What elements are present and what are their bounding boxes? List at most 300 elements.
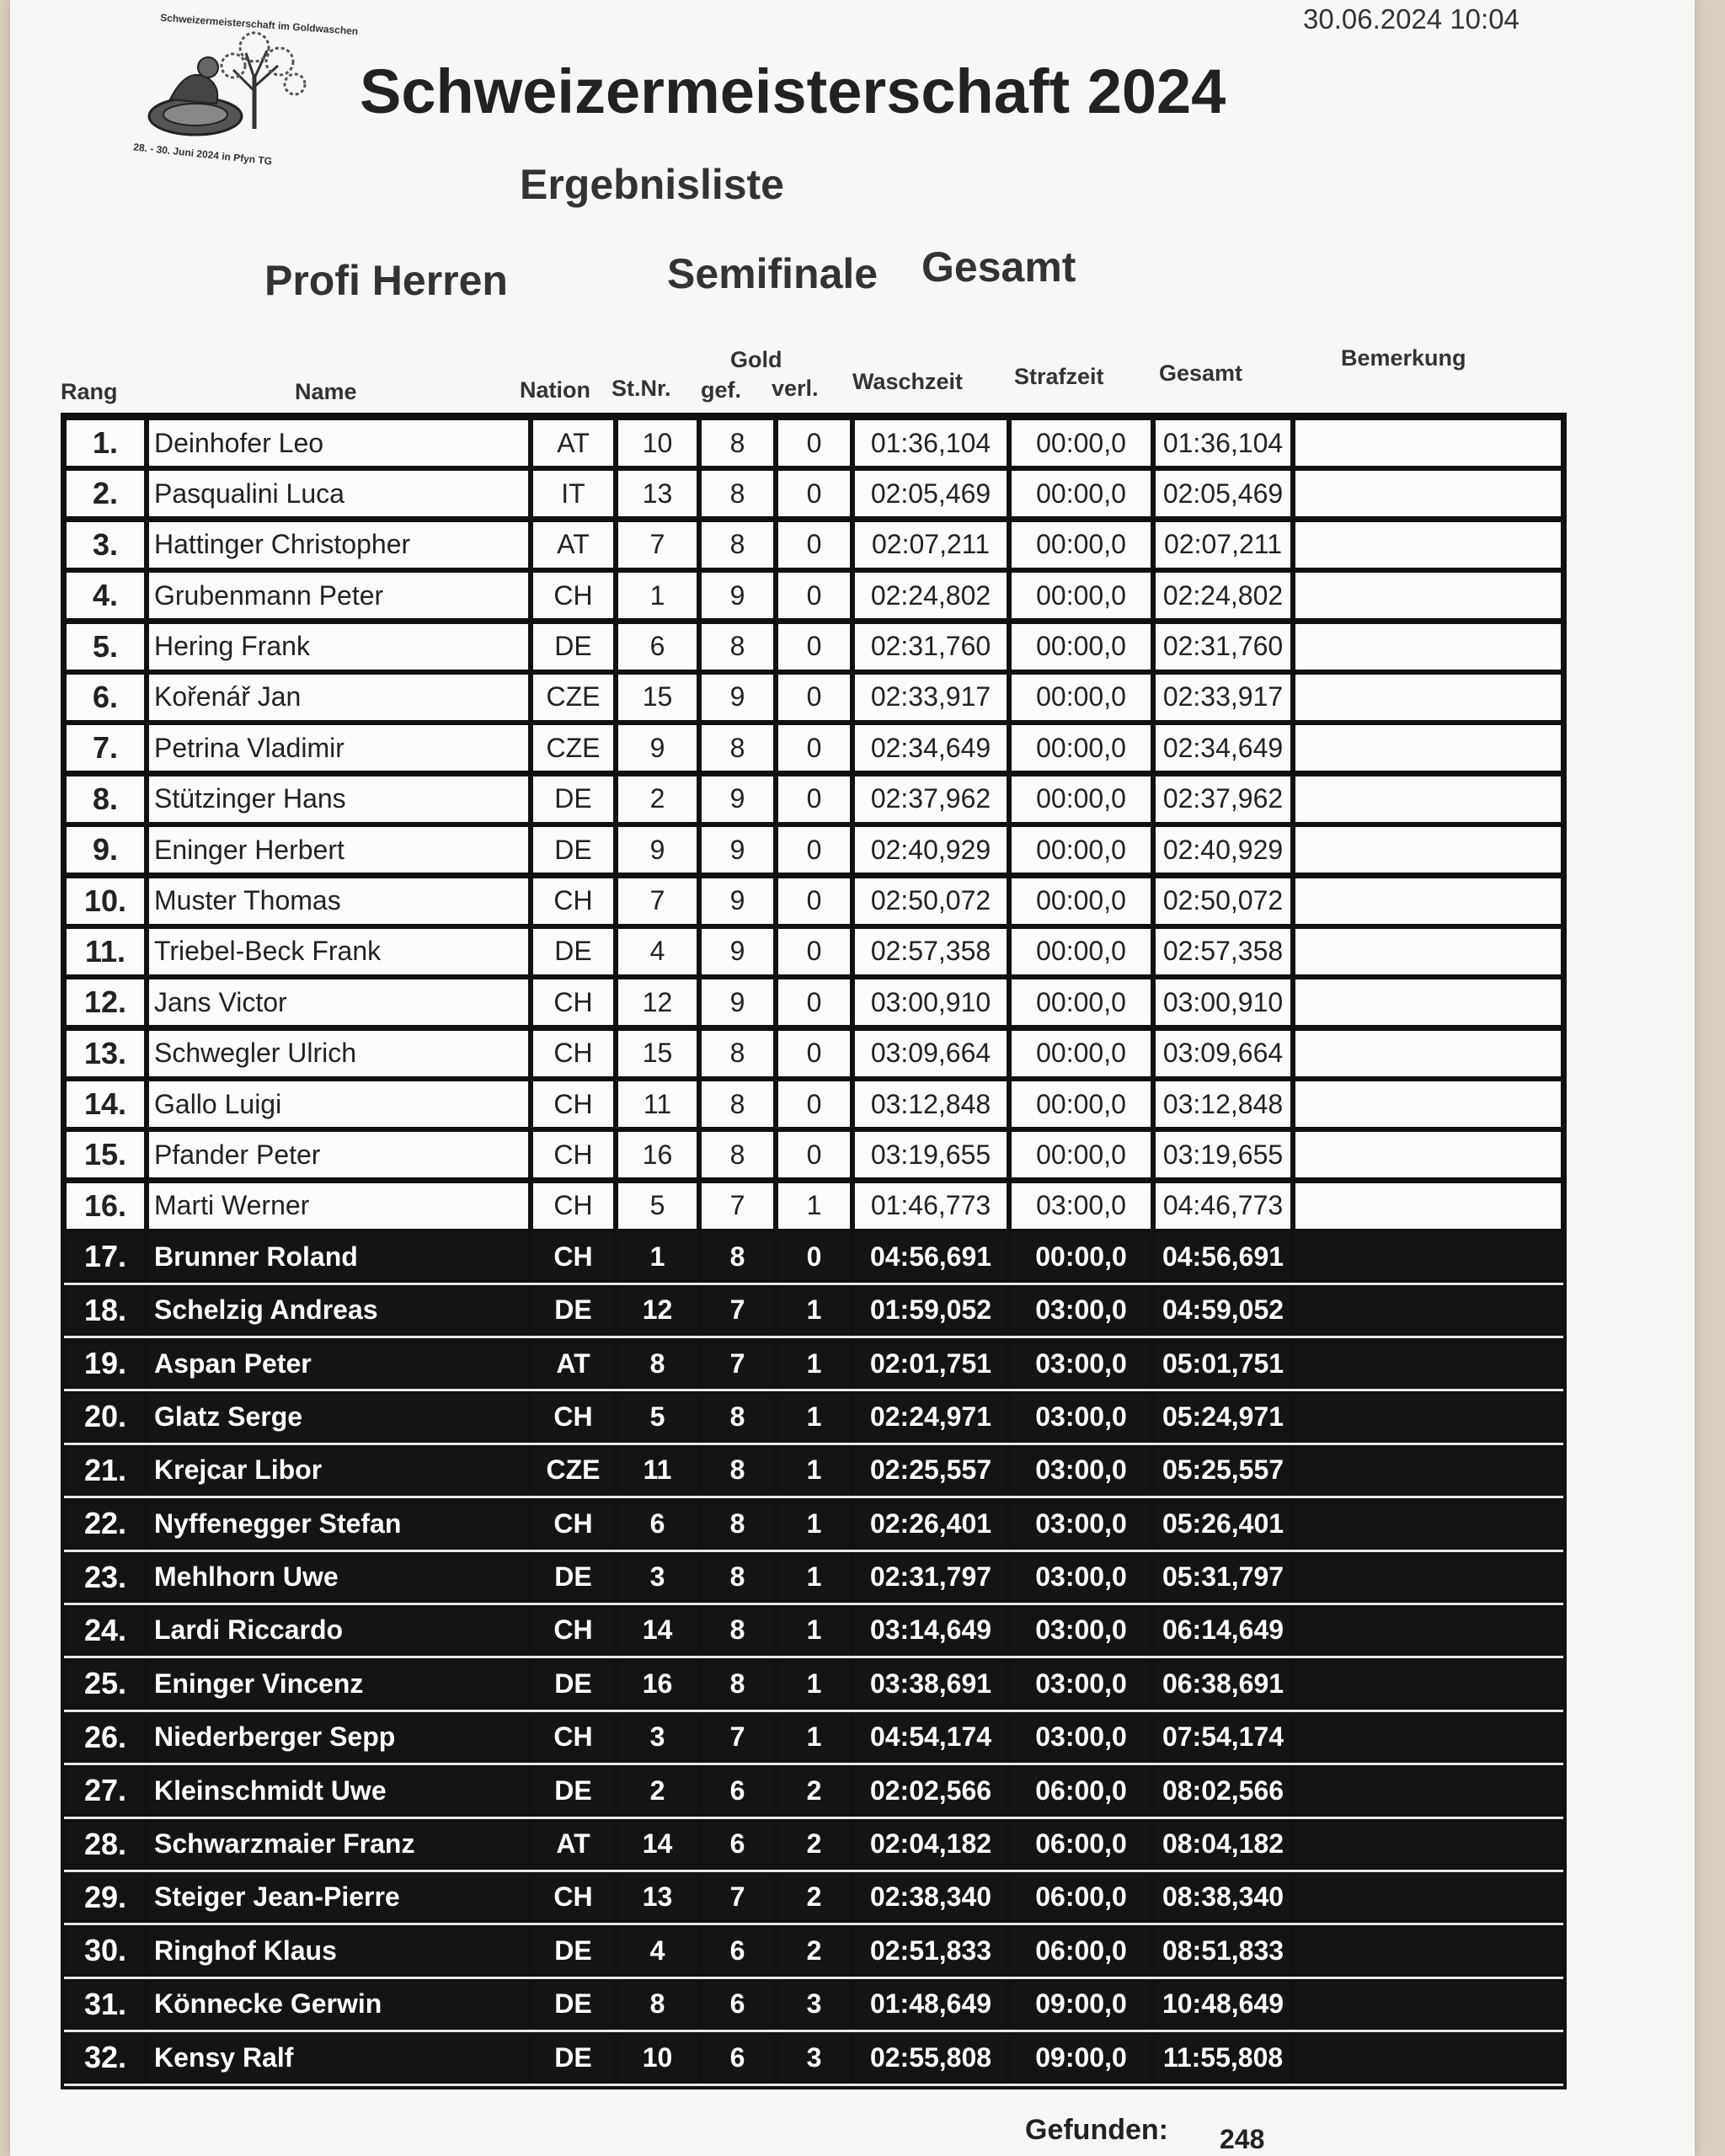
gold-lost-cell: 0	[778, 776, 850, 822]
penalty-time-cell: 03:00,0	[1012, 1183, 1151, 1229]
rank-cell: 20.	[67, 1394, 144, 1439]
washing-time-cell: 04:56,691	[855, 1234, 1007, 1279]
rank-cell: 23.	[67, 1555, 144, 1600]
table-row	[64, 723, 1563, 773]
name-cell: Aspan Peter	[149, 1341, 528, 1386]
gold-found-cell: 8	[702, 1448, 773, 1493]
gold-lost-cell: 0	[778, 725, 850, 771]
name-cell: Krejcar Libor	[149, 1448, 528, 1493]
total-time-cell: 05:24,971	[1156, 1394, 1290, 1439]
gold-lost-cell: 3	[778, 1982, 850, 2027]
remark-cell	[1295, 1768, 1561, 1813]
remark-cell	[1295, 1555, 1561, 1600]
penalty-time-cell: 09:00,0	[1012, 1982, 1151, 2027]
table-row	[64, 1391, 1563, 1444]
remark-cell	[1295, 420, 1561, 466]
header-rang: Rang	[61, 379, 118, 404]
total-time-cell: 02:50,072	[1156, 878, 1290, 924]
table-row	[64, 2032, 1563, 2085]
washing-time-cell: 02:01,751	[855, 1341, 1007, 1386]
nation-cell: CH	[533, 878, 613, 924]
start-number-cell: 4	[618, 929, 697, 974]
nation-cell: CH	[533, 979, 613, 1025]
table-row	[64, 1338, 1563, 1391]
rank-cell: 19.	[67, 1341, 144, 1386]
washing-time-cell: 02:51,833	[855, 1928, 1007, 1973]
name-cell: Gallo Luigi	[149, 1081, 528, 1127]
print-timestamp: 30.06.2024 10:04	[1303, 3, 1519, 35]
start-number-cell: 13	[618, 1875, 697, 1920]
nation-cell: IT	[533, 471, 613, 516]
gold-lost-cell: 0	[778, 878, 850, 924]
gold-found-cell: 8	[702, 471, 773, 516]
table-row	[64, 1285, 1563, 1338]
washing-time-cell: 02:50,072	[855, 878, 1007, 924]
gold-found-cell: 9	[702, 675, 773, 720]
total-time-cell: 04:46,773	[1156, 1183, 1290, 1229]
rank-cell: 3.	[67, 522, 144, 568]
start-number-cell: 5	[618, 1394, 697, 1439]
total-time-cell: 02:40,929	[1156, 827, 1290, 873]
gold-found-cell: 9	[702, 776, 773, 822]
gold-found-cell: 6	[702, 1822, 773, 1867]
washing-time-cell: 02:07,211	[855, 522, 1007, 568]
start-number-cell: 12	[618, 1288, 697, 1333]
start-number-cell: 14	[618, 1608, 697, 1653]
remark-cell	[1295, 1132, 1561, 1177]
nation-cell: DE	[533, 1661, 613, 1706]
start-number-cell: 2	[618, 1768, 697, 1813]
gold-lost-cell: 2	[778, 1822, 850, 1867]
gold-lost-cell: 2	[778, 1875, 850, 1920]
gold-lost-cell: 1	[778, 1555, 850, 1600]
washing-time-cell: 03:00,910	[855, 979, 1007, 1025]
table-row	[64, 825, 1563, 875]
table-row	[64, 926, 1563, 977]
gold-found-cell: 7	[702, 1183, 773, 1229]
washing-time-cell: 04:54,174	[855, 1715, 1007, 1760]
nation-cell: CH	[533, 1715, 613, 1760]
remark-cell	[1295, 2035, 1561, 2080]
name-cell: Hattinger Christopher	[149, 522, 528, 568]
gold-lost-cell: 1	[778, 1288, 850, 1333]
gold-lost-cell: 0	[778, 1081, 850, 1127]
penalty-time-cell: 03:00,0	[1012, 1501, 1151, 1546]
washing-time-cell: 01:48,649	[855, 1982, 1007, 2027]
washing-time-cell: 02:38,340	[855, 1875, 1007, 1920]
washing-time-cell: 03:38,691	[855, 1661, 1007, 1706]
name-cell: Brunner Roland	[149, 1234, 528, 1279]
name-cell: Kořenář Jan	[149, 675, 528, 720]
nation-cell: DE	[533, 1982, 613, 2027]
penalty-time-cell: 03:00,0	[1012, 1394, 1151, 1439]
nation-cell: AT	[533, 1822, 613, 1867]
remark-cell	[1295, 471, 1561, 516]
gold-found-cell: 8	[702, 624, 773, 670]
remark-cell	[1295, 1394, 1561, 1439]
table-row	[64, 468, 1563, 519]
gold-lost-cell: 1	[778, 1341, 850, 1386]
total-time-cell: 04:56,691	[1156, 1234, 1290, 1279]
penalty-time-cell: 06:00,0	[1012, 1822, 1151, 1867]
name-cell: Lardi Riccardo	[149, 1608, 528, 1653]
rank-cell: 30.	[67, 1928, 144, 1973]
washing-time-cell: 02:31,797	[855, 1555, 1007, 1600]
name-cell: Pfander Peter	[149, 1132, 528, 1177]
remark-cell	[1295, 573, 1561, 618]
gold-found-cell: 8	[702, 420, 773, 466]
total-time-cell: 07:54,174	[1156, 1715, 1290, 1760]
gold-found-cell: 9	[702, 979, 773, 1025]
remark-cell	[1295, 1661, 1561, 1706]
nation-cell: DE	[533, 1555, 613, 1600]
header-bemerkung: Bemerkung	[1341, 345, 1466, 371]
gold-found-cell: 7	[702, 1875, 773, 1920]
remark-cell	[1295, 624, 1561, 670]
start-number-cell: 16	[618, 1661, 697, 1706]
header-nation: Nation	[520, 377, 590, 403]
remark-cell	[1295, 1341, 1561, 1386]
total-time-cell: 02:34,649	[1156, 725, 1290, 771]
penalty-time-cell: 06:00,0	[1012, 1768, 1151, 1813]
total-time-cell: 08:04,182	[1156, 1822, 1290, 1867]
gold-lost-cell: 0	[778, 573, 850, 618]
gold-found-cell: 8	[702, 1394, 773, 1439]
remark-cell	[1295, 1031, 1561, 1076]
start-number-cell: 14	[618, 1822, 697, 1867]
header-strafzeit: Strafzeit	[1014, 364, 1104, 389]
name-cell: Petrina Vladimir	[149, 725, 528, 771]
gold-found-cell: 9	[702, 573, 773, 618]
start-number-cell: 8	[618, 1341, 697, 1386]
name-cell: Grubenmann Peter	[149, 573, 528, 618]
gold-lost-cell: 1	[778, 1715, 850, 1760]
gold-found-cell: 8	[702, 1031, 773, 1076]
penalty-time-cell: 03:00,0	[1012, 1288, 1151, 1333]
remark-cell	[1295, 522, 1561, 568]
total-time-cell: 02:24,802	[1156, 573, 1290, 618]
total-time-cell: 02:33,917	[1156, 675, 1290, 720]
start-number-cell: 6	[618, 624, 697, 670]
name-cell: Eninger Herbert	[149, 827, 528, 873]
table-row	[64, 977, 1563, 1027]
name-cell: Steiger Jean-Pierre	[149, 1875, 528, 1920]
total-time-cell: 02:05,469	[1156, 471, 1290, 516]
penalty-time-cell: 00:00,0	[1012, 1081, 1151, 1127]
nation-cell: DE	[533, 1928, 613, 1973]
table-row	[64, 1765, 1563, 1818]
start-number-cell: 13	[618, 471, 697, 516]
remark-cell	[1295, 1822, 1561, 1867]
table-row	[64, 418, 1563, 468]
name-cell: Stützinger Hans	[149, 776, 528, 822]
penalty-time-cell: 00:00,0	[1012, 1234, 1151, 1279]
penalty-time-cell: 00:00,0	[1012, 979, 1151, 1025]
nation-cell: CZE	[533, 725, 613, 771]
gold-found-cell: 8	[702, 1132, 773, 1177]
gold-lost-cell: 2	[778, 1928, 850, 1973]
header-gold-verl: verl.	[772, 376, 819, 401]
scope-label: Gesamt	[921, 243, 1076, 291]
start-number-cell: 10	[618, 420, 697, 466]
nation-cell: DE	[533, 776, 613, 822]
start-number-cell: 11	[618, 1448, 697, 1493]
total-time-cell: 01:36,104	[1156, 420, 1290, 466]
name-cell: Schwarzmaier Franz	[149, 1822, 528, 1867]
gold-found-cell: 7	[702, 1288, 773, 1333]
penalty-time-cell: 00:00,0	[1012, 878, 1151, 924]
penalty-time-cell: 00:00,0	[1012, 675, 1151, 720]
rank-cell: 12.	[67, 979, 144, 1025]
table-row	[64, 1979, 1563, 2032]
gold-found-cell: 9	[702, 878, 773, 924]
nation-cell: AT	[533, 1341, 613, 1386]
remark-cell	[1295, 776, 1561, 822]
gold-found-cell: 6	[702, 1928, 773, 1973]
total-time-cell: 02:37,962	[1156, 776, 1290, 822]
nation-cell: CH	[533, 1081, 613, 1127]
remark-cell	[1295, 1183, 1561, 1229]
rank-cell: 2.	[67, 471, 144, 516]
washing-time-cell: 01:36,104	[855, 420, 1007, 466]
start-number-cell: 9	[618, 725, 697, 771]
penalty-time-cell: 00:00,0	[1012, 1031, 1151, 1076]
nation-cell: CH	[533, 1234, 613, 1279]
washing-time-cell: 02:24,802	[855, 573, 1007, 618]
remark-cell	[1295, 725, 1561, 771]
header-gold-gef: gef.	[701, 377, 742, 403]
nation-cell: CH	[533, 1132, 613, 1177]
rank-cell: 7.	[67, 725, 144, 771]
start-number-cell: 7	[618, 522, 697, 568]
total-time-cell: 03:09,664	[1156, 1031, 1290, 1076]
gold-lost-cell: 0	[778, 1031, 850, 1076]
total-time-cell: 06:38,691	[1156, 1661, 1290, 1706]
table-row	[64, 570, 1563, 621]
rank-cell: 25.	[67, 1661, 144, 1706]
gold-lost-cell: 0	[778, 420, 850, 466]
logo-text-top: Schweizermeisterschaft im Goldwaschen	[159, 11, 359, 38]
penalty-time-cell: 09:00,0	[1012, 2035, 1151, 2080]
table-row	[64, 1498, 1563, 1551]
table-row	[64, 1605, 1563, 1658]
name-cell: Mehlhorn Uwe	[149, 1555, 528, 1600]
rank-cell: 14.	[67, 1081, 144, 1127]
remark-cell	[1295, 878, 1561, 924]
penalty-time-cell: 00:00,0	[1012, 1132, 1151, 1177]
penalty-time-cell: 00:00,0	[1012, 827, 1151, 873]
table-row	[64, 1552, 1563, 1605]
washing-time-cell: 03:12,848	[855, 1081, 1007, 1127]
washing-time-cell: 02:02,566	[855, 1768, 1007, 1813]
found-value: 248	[1220, 2124, 1265, 2154]
penalty-time-cell: 00:00,0	[1012, 420, 1151, 466]
nation-cell: DE	[533, 929, 613, 974]
rank-cell: 6.	[67, 675, 144, 720]
total-time-cell: 05:26,401	[1156, 1501, 1290, 1546]
gold-found-cell: 8	[702, 1501, 773, 1546]
logo-text-bottom: 28. - 30. Juni 2024 in Pfyn TG	[132, 141, 273, 168]
start-number-cell: 8	[618, 1982, 697, 2027]
name-cell: Muster Thomas	[149, 878, 528, 924]
penalty-time-cell: 00:00,0	[1012, 522, 1151, 568]
gold-lost-cell: 0	[778, 979, 850, 1025]
table-row	[64, 774, 1563, 825]
nation-cell: CH	[533, 1031, 613, 1076]
total-time-cell: 06:14,649	[1156, 1608, 1290, 1653]
gold-lost-cell: 1	[778, 1394, 850, 1439]
penalty-time-cell: 06:00,0	[1012, 1875, 1151, 1920]
nation-cell: CZE	[533, 1448, 613, 1493]
rank-cell: 27.	[67, 1768, 144, 1813]
nation-cell: AT	[533, 420, 613, 466]
rank-cell: 32.	[67, 2035, 144, 2080]
gold-lost-cell: 1	[778, 1661, 850, 1706]
category-label: Profi Herren	[264, 257, 508, 304]
gold-found-cell: 8	[702, 725, 773, 771]
total-time-cell: 04:59,052	[1156, 1288, 1290, 1333]
header-stnr: St.Nr.	[611, 376, 671, 401]
table-row	[64, 1231, 1563, 1284]
table-row	[64, 1819, 1563, 1872]
rank-cell: 18.	[67, 1288, 144, 1333]
table-row	[64, 1925, 1563, 1978]
total-time-cell: 02:31,760	[1156, 624, 1290, 670]
gold-found-cell: 8	[702, 1081, 773, 1127]
washing-time-cell: 02:31,760	[855, 624, 1007, 670]
gold-lost-cell: 0	[778, 624, 850, 670]
remark-cell	[1295, 929, 1561, 974]
round-label: Semifinale	[667, 250, 879, 297]
washing-time-cell: 01:59,052	[855, 1288, 1007, 1333]
rank-cell: 26.	[67, 1715, 144, 1760]
header-name: Name	[295, 379, 357, 404]
header-gesamt: Gesamt	[1159, 360, 1243, 386]
rank-cell: 1.	[67, 420, 144, 466]
nation-cell: CH	[533, 1394, 613, 1439]
rank-cell: 22.	[67, 1501, 144, 1546]
nation-cell: CH	[533, 1501, 613, 1546]
penalty-time-cell: 03:00,0	[1012, 1715, 1151, 1760]
start-number-cell: 6	[618, 1501, 697, 1546]
gold-lost-cell: 0	[778, 929, 850, 974]
rank-cell: 13.	[67, 1031, 144, 1076]
table-row	[64, 1658, 1563, 1711]
gold-found-cell: 8	[702, 1661, 773, 1706]
start-number-cell: 16	[618, 1132, 697, 1177]
gold-lost-cell: 1	[778, 1501, 850, 1546]
nation-cell: CH	[533, 1875, 613, 1920]
gold-lost-cell: 0	[778, 675, 850, 720]
gold-found-cell: 6	[702, 1982, 773, 2027]
rank-cell: 24.	[67, 1608, 144, 1653]
nation-cell: AT	[533, 522, 613, 568]
rank-cell: 11.	[67, 929, 144, 974]
penalty-time-cell: 00:00,0	[1012, 471, 1151, 516]
total-time-cell: 11:55,808	[1156, 2035, 1290, 2080]
gold-found-cell: 8	[702, 1608, 773, 1653]
total-time-cell: 08:38,340	[1156, 1875, 1290, 1920]
remark-cell	[1295, 827, 1561, 873]
gold-lost-cell: 1	[778, 1183, 850, 1229]
rank-cell: 29.	[67, 1875, 144, 1920]
total-time-cell: 03:00,910	[1156, 979, 1290, 1025]
start-number-cell: 15	[618, 675, 697, 720]
penalty-time-cell: 00:00,0	[1012, 776, 1151, 822]
start-number-cell: 7	[618, 878, 697, 924]
gold-found-cell: 9	[702, 929, 773, 974]
start-number-cell: 15	[618, 1031, 697, 1076]
name-cell: Schelzig Andreas	[149, 1288, 528, 1333]
gold-found-cell: 8	[702, 1234, 773, 1279]
total-time-cell: 08:02,566	[1156, 1768, 1290, 1813]
start-number-cell: 12	[618, 979, 697, 1025]
total-time-cell: 08:51,833	[1156, 1928, 1290, 1973]
table-row	[64, 1079, 1563, 1129]
gold-lost-cell: 0	[778, 471, 850, 516]
penalty-time-cell: 03:00,0	[1012, 1608, 1151, 1653]
rank-cell: 17.	[67, 1234, 144, 1279]
remark-cell	[1295, 1081, 1561, 1127]
washing-time-cell: 02:25,557	[855, 1448, 1007, 1493]
start-number-cell: 2	[618, 776, 697, 822]
remark-cell	[1295, 1234, 1561, 1279]
total-time-cell: 02:57,358	[1156, 929, 1290, 974]
table-row	[64, 1712, 1563, 1765]
washing-time-cell: 03:09,664	[855, 1031, 1007, 1076]
remark-cell	[1295, 1928, 1561, 1973]
start-number-cell: 1	[618, 1234, 697, 1279]
name-cell: Kleinschmidt Uwe	[149, 1768, 528, 1813]
start-number-cell: 10	[618, 2035, 697, 2080]
total-time-cell: 02:07,211	[1156, 522, 1290, 568]
washing-time-cell: 02:37,962	[855, 776, 1007, 822]
nation-cell: DE	[533, 1768, 613, 1813]
table-row	[64, 876, 1563, 926]
gold-lost-cell: 3	[778, 2035, 850, 2080]
gold-found-cell: 7	[702, 1715, 773, 1760]
gold-lost-cell: 0	[778, 522, 850, 568]
total-time-cell: 10:48,649	[1156, 1982, 1290, 2027]
name-cell: Niederberger Sepp	[149, 1715, 528, 1760]
name-cell: Schwegler Ulrich	[149, 1031, 528, 1076]
nation-cell: DE	[533, 2035, 613, 2080]
table-row	[64, 1129, 1563, 1180]
gold-lost-cell: 0	[778, 1234, 850, 1279]
total-time-cell: 05:25,557	[1156, 1448, 1290, 1493]
penalty-time-cell: 03:00,0	[1012, 1661, 1151, 1706]
name-cell: Kensy Ralf	[149, 2035, 528, 2080]
gold-found-cell: 6	[702, 2035, 773, 2080]
total-time-cell: 05:31,797	[1156, 1555, 1290, 1600]
name-cell: Könnecke Gerwin	[149, 1982, 528, 2027]
total-time-cell: 03:19,655	[1156, 1132, 1290, 1177]
name-cell: Marti Werner	[149, 1183, 528, 1229]
rank-cell: 5.	[67, 624, 144, 670]
rank-cell: 9.	[67, 827, 144, 873]
table-row	[64, 1872, 1563, 1925]
rank-cell: 8.	[67, 776, 144, 822]
remark-cell	[1295, 1288, 1561, 1333]
name-cell: Hering Frank	[149, 624, 528, 670]
penalty-time-cell: 03:00,0	[1012, 1448, 1151, 1493]
penalty-time-cell: 03:00,0	[1012, 1341, 1151, 1386]
table-row	[64, 520, 1563, 570]
gold-found-cell: 7	[702, 1341, 773, 1386]
washing-time-cell: 01:46,773	[855, 1183, 1007, 1229]
washing-time-cell: 02:57,358	[855, 929, 1007, 974]
gold-found-cell: 8	[702, 1555, 773, 1600]
